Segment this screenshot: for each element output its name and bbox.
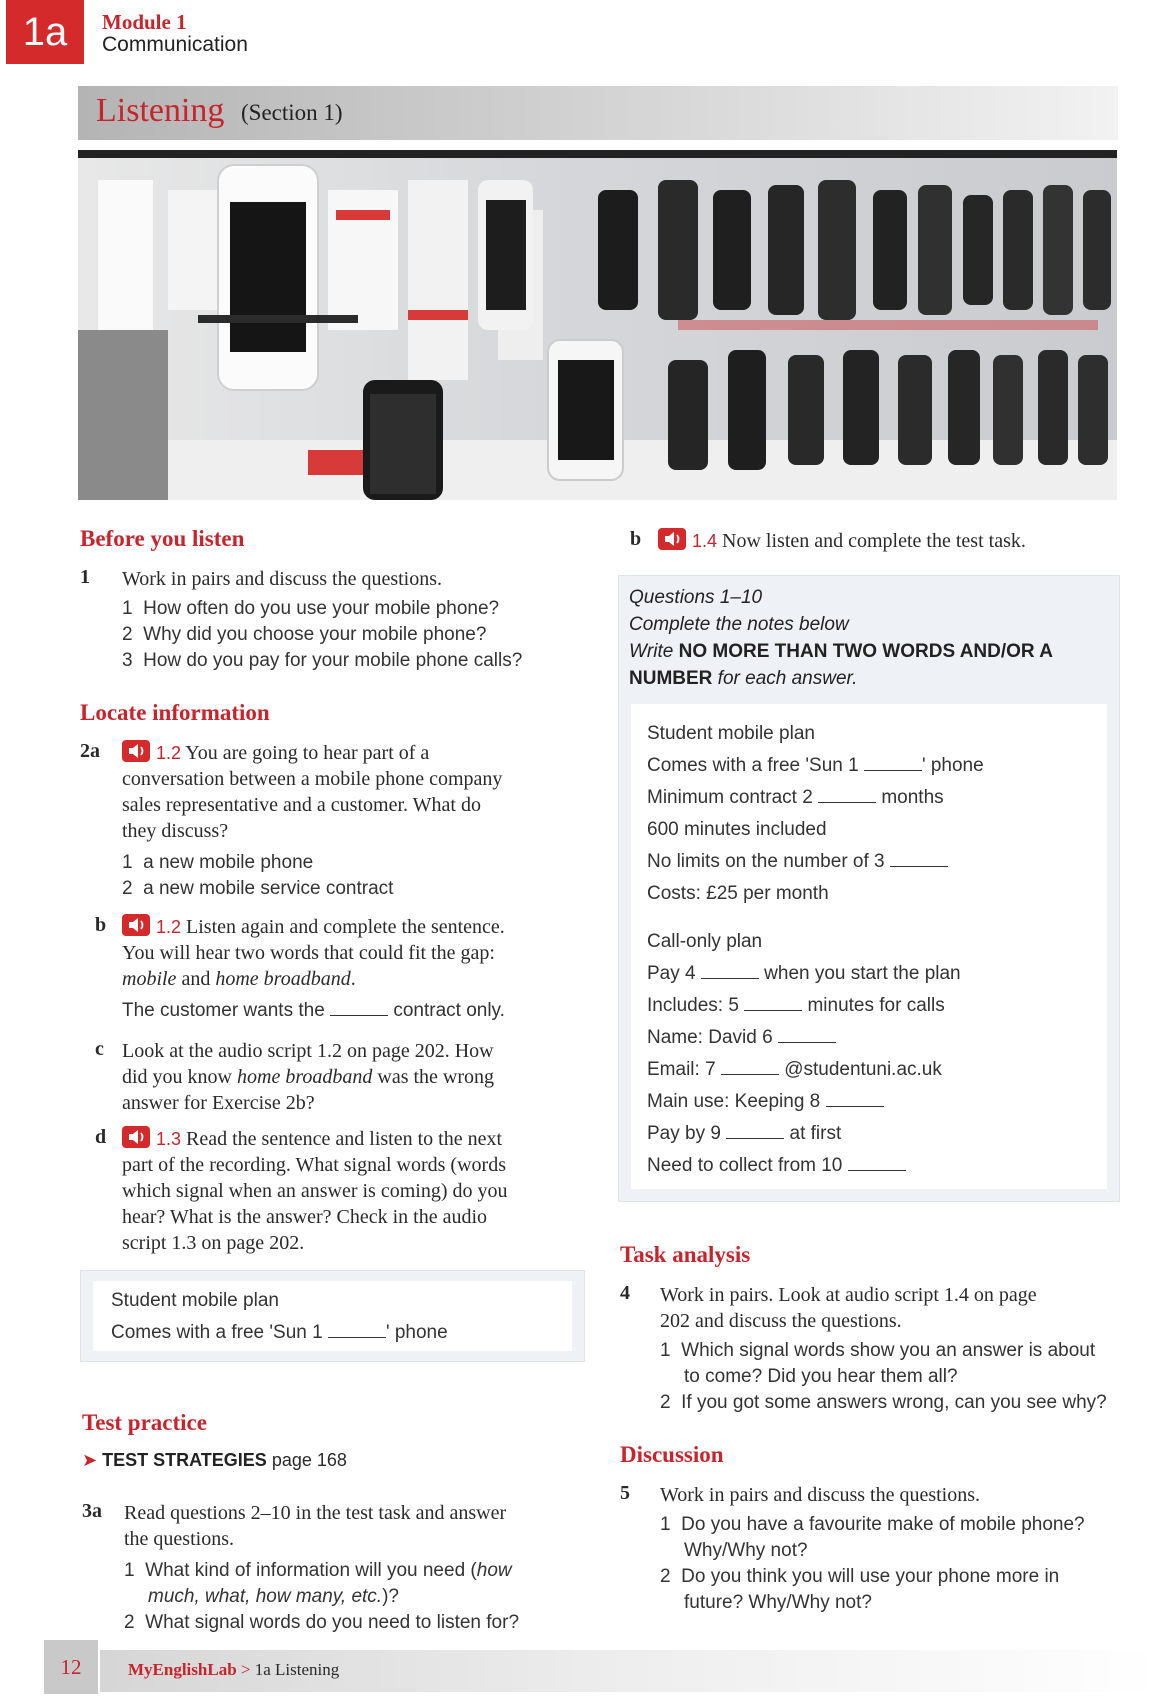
q5-number: 5 <box>620 1482 630 1504</box>
myenglishlab-link[interactable]: MyEnglishLab <box>128 1660 237 1679</box>
note-text: Includes: 5 <box>647 995 739 1016</box>
q5-text: Work in pairs and discuss the questions. <box>660 1484 981 1506</box>
item-number: 1 <box>124 1560 135 1581</box>
q2a-number: 2a <box>80 740 100 762</box>
instruction-line: Write <box>629 641 674 662</box>
item-text: What signal words do you need to listen for? <box>145 1612 520 1633</box>
note-text: Pay 4 <box>647 963 696 984</box>
text-line: conversation between a mobile phone company <box>122 768 503 790</box>
module-subtitle: Communication <box>102 33 248 56</box>
arrow-icon: ➤ <box>82 1450 98 1470</box>
answer-blank-5[interactable] <box>744 996 802 1011</box>
text-line: and <box>181 968 211 990</box>
item-text: Which signal words show you an answer is about <box>681 1340 1096 1361</box>
item-number: 3 <box>122 650 133 671</box>
text-line: Read questions 2–10 in the test task and answer <box>124 1502 507 1524</box>
text-line: Now listen and complete the test task. <box>722 530 1026 552</box>
item-number: 2 <box>660 1566 671 1587</box>
note-text: Need to collect from 10 <box>647 1155 843 1176</box>
speaker-icon[interactable] <box>658 528 686 550</box>
sentence-start: The customer wants the <box>122 1000 325 1021</box>
phones-illustration <box>78 150 1117 500</box>
q3a-number: 3a <box>82 1500 102 1522</box>
instruction-bold: NO MORE THAN TWO WORDS AND/OR A <box>678 641 1053 662</box>
q2d-number: d <box>95 1126 107 1148</box>
gap-word: mobile <box>122 968 177 990</box>
q3a-list <box>124 1558 574 1636</box>
example-box <box>80 1270 585 1362</box>
note-line <box>647 782 1097 814</box>
item-text: What kind of information will you need ( <box>145 1560 477 1581</box>
note-line: 600 minutes included <box>647 819 827 840</box>
item-number: 2 <box>124 1612 135 1633</box>
answer-blank-9[interactable] <box>726 1124 784 1139</box>
text-line: they discuss? <box>122 820 229 842</box>
phones-photo <box>78 150 1117 500</box>
audio-track[interactable] <box>658 528 717 554</box>
audio-track[interactable] <box>122 740 181 766</box>
answer-blank-3[interactable] <box>890 852 948 867</box>
list-item <box>124 1558 574 1584</box>
list-item <box>660 1338 1120 1364</box>
q5-list <box>660 1512 1120 1616</box>
item-text: a new mobile service contract <box>143 878 394 899</box>
q2b-text <box>122 914 592 992</box>
item-text: Why did you choose your mobile phone? <box>143 624 487 645</box>
item-number: 1 <box>660 1514 671 1535</box>
instruction-bold: NUMBER <box>629 668 713 689</box>
answer-blank-1[interactable] <box>864 756 922 771</box>
q2c-text <box>122 1038 592 1116</box>
note-text: Minimum contract 2 <box>647 787 813 808</box>
note-line: Costs: £25 per month <box>647 883 829 904</box>
audio-number: 1.4 <box>692 531 718 551</box>
text-line: part of the recording. What signal words (words <box>122 1154 506 1176</box>
test-task-box <box>618 575 1120 1202</box>
note-line <box>647 1022 1097 1054</box>
text-line: the questions. <box>124 1528 234 1550</box>
sentence-end: contract only. <box>393 1000 505 1021</box>
footer-breadcrumb[interactable] <box>128 1660 339 1680</box>
text-line: hear? What is the answer? Check in the audio <box>122 1206 488 1228</box>
item-italic: much, what, how many, etc. <box>148 1586 383 1607</box>
item-text: Do you think you will use your phone more in <box>681 1566 1060 1587</box>
example-text: ' phone <box>385 1322 448 1343</box>
item-text: )? <box>382 1586 399 1607</box>
emphasis: home broadband <box>237 1066 373 1088</box>
answer-blank-7[interactable] <box>721 1060 779 1075</box>
list-item-cont: Why/Why not? <box>684 1540 808 1561</box>
note-text: at first <box>789 1123 842 1144</box>
example-text: Comes with a free 'Sun 1 <box>111 1322 323 1343</box>
list-item-cont: to come? Did you hear them all? <box>684 1366 958 1387</box>
q1-text: Work in pairs and discuss the questions. <box>122 568 443 590</box>
note-text: No limits on the number of 3 <box>647 851 885 872</box>
text-line: Listen again and complete the sentence. <box>186 916 505 938</box>
q2b-sentence <box>122 998 505 1024</box>
item-number: 2 <box>122 624 133 645</box>
note-text: Name: David 6 <box>647 1027 773 1048</box>
item-italic: how <box>476 1560 512 1581</box>
instruction-line: Questions 1–10 <box>629 587 763 608</box>
title-band <box>78 86 1118 140</box>
text-line: was the wrong <box>377 1066 495 1088</box>
audio-number: 1.2 <box>156 917 182 937</box>
answer-blank-10[interactable] <box>848 1156 906 1171</box>
list-item <box>122 648 522 674</box>
item-text: If you got some answers wrong, can you see why? <box>681 1392 1107 1413</box>
note-text: Comes with a free 'Sun 1 <box>647 755 859 776</box>
punctuation: . <box>350 968 356 990</box>
text-line: Read the sentence and listen to the next <box>186 1128 503 1150</box>
q2b-number: b <box>95 914 107 936</box>
item-number: 1 <box>122 852 133 873</box>
unit-tab: 1a <box>6 0 84 64</box>
page-title-section: (Section 1) <box>241 100 343 125</box>
audio-track[interactable] <box>122 914 181 940</box>
note-line <box>647 1118 1097 1150</box>
audio-number: 1.3 <box>156 1129 182 1149</box>
q2d-text <box>122 1126 592 1256</box>
speaker-icon[interactable] <box>122 914 150 936</box>
note-line <box>647 1150 1097 1182</box>
text-line: answer for Exercise 2b? <box>122 1092 315 1114</box>
audio-track[interactable] <box>122 1126 181 1152</box>
note-text: Main use: Keeping 8 <box>647 1091 821 1112</box>
answer-blank-4[interactable] <box>701 964 759 979</box>
task-instructions <box>629 584 1109 692</box>
list-item <box>660 1512 1120 1538</box>
list-item <box>122 850 393 876</box>
note-text: months <box>881 787 944 808</box>
list-item <box>124 1610 574 1636</box>
list-item <box>122 596 522 622</box>
q3a-text <box>124 1500 594 1552</box>
q1b-number: b <box>630 528 642 550</box>
answer-blank-6[interactable] <box>778 1028 836 1043</box>
item-text: Do you have a favourite make of mobile phone? <box>681 1514 1085 1535</box>
speaker-icon[interactable] <box>122 740 150 762</box>
plan-title: Call-only plan <box>647 931 763 952</box>
q1b-text <box>658 528 1026 554</box>
item-number: 1 <box>660 1340 671 1361</box>
list-item <box>660 1390 1120 1416</box>
strategies-label: TEST STRATEGIES <box>102 1450 267 1470</box>
before-heading: Before you listen <box>80 526 245 551</box>
list-item-cont: future? Why/Why not? <box>684 1592 872 1613</box>
text-line: 202 and discuss the questions. <box>660 1310 902 1332</box>
task-heading: Task analysis <box>620 1242 751 1267</box>
example-title: Student mobile plan <box>111 1290 279 1311</box>
item-number: 2 <box>122 878 133 899</box>
locate-heading: Locate information <box>80 700 270 725</box>
list-item <box>122 876 393 902</box>
note-text: when you start the plan <box>764 963 961 984</box>
q1-list <box>122 596 522 674</box>
note-line <box>647 750 1097 782</box>
breadcrumb-current: 1a Listening <box>254 1660 340 1679</box>
q4-number: 4 <box>620 1282 630 1304</box>
notes-content <box>647 718 1097 1182</box>
text-line: You will hear two words that could fit the gap: <box>122 942 495 964</box>
answer-blank[interactable] <box>328 1323 386 1338</box>
text-line: Work in pairs. Look at audio script 1.4 on page <box>660 1284 1037 1306</box>
example-line <box>111 1317 448 1349</box>
note-text: Email: 7 <box>647 1059 716 1080</box>
gap-word: home broadband <box>215 968 351 990</box>
text-line: script 1.3 on page 202. <box>122 1232 305 1254</box>
note-line <box>647 958 1097 990</box>
discussion-heading: Discussion <box>620 1442 724 1467</box>
page-number: 12 <box>44 1640 98 1694</box>
note-line <box>647 846 1097 878</box>
item-text: How often do you use your mobile phone? <box>143 598 500 619</box>
page-title: Listening <box>96 92 225 129</box>
answer-blank[interactable] <box>330 1001 388 1016</box>
q4-list <box>660 1338 1120 1416</box>
answer-blank-8[interactable] <box>826 1092 884 1107</box>
note-text: @studentuni.ac.uk <box>784 1059 942 1080</box>
note-line <box>647 1086 1097 1118</box>
speaker-icon[interactable] <box>122 1126 150 1148</box>
breadcrumb-separator: > <box>240 1660 251 1679</box>
list-item <box>660 1564 1120 1590</box>
q2a-text <box>122 740 582 844</box>
test-heading: Test practice <box>82 1410 207 1435</box>
q4-text <box>660 1282 1120 1334</box>
text-line: which signal when an answer is coming) do you <box>122 1180 508 1202</box>
note-line <box>647 1054 1097 1086</box>
strategies-page: page 168 <box>271 1450 347 1470</box>
audio-number: 1.2 <box>156 743 182 763</box>
answer-blank-2[interactable] <box>818 788 876 803</box>
note-text: Pay by 9 <box>647 1123 721 1144</box>
instruction-line: Complete the notes below <box>629 614 849 635</box>
list-item-cont <box>124 1584 574 1610</box>
q1-number: 1 <box>80 566 90 588</box>
item-number: 2 <box>660 1392 671 1413</box>
q2c-number: c <box>95 1038 104 1060</box>
note-text: ' phone <box>921 755 984 776</box>
module-label: Module 1 <box>102 10 187 34</box>
test-strategies-link[interactable] <box>82 1450 347 1471</box>
item-text: a new mobile phone <box>143 852 314 873</box>
text-line: Look at the audio script 1.2 on page 202. How <box>122 1040 494 1062</box>
text-line: You are going to hear part of a <box>185 742 430 764</box>
note-text: minutes for calls <box>807 995 945 1016</box>
list-item <box>122 622 522 648</box>
item-number: 1 <box>122 598 133 619</box>
q2a-list <box>122 850 393 902</box>
instruction-line: for each answer. <box>717 668 858 689</box>
text-line: did you know <box>122 1066 232 1088</box>
item-text: How do you pay for your mobile phone calls? <box>143 650 523 671</box>
text-line: sales representative and a customer. What do <box>122 794 481 816</box>
note-line <box>647 990 1097 1022</box>
plan-title: Student mobile plan <box>647 723 815 744</box>
